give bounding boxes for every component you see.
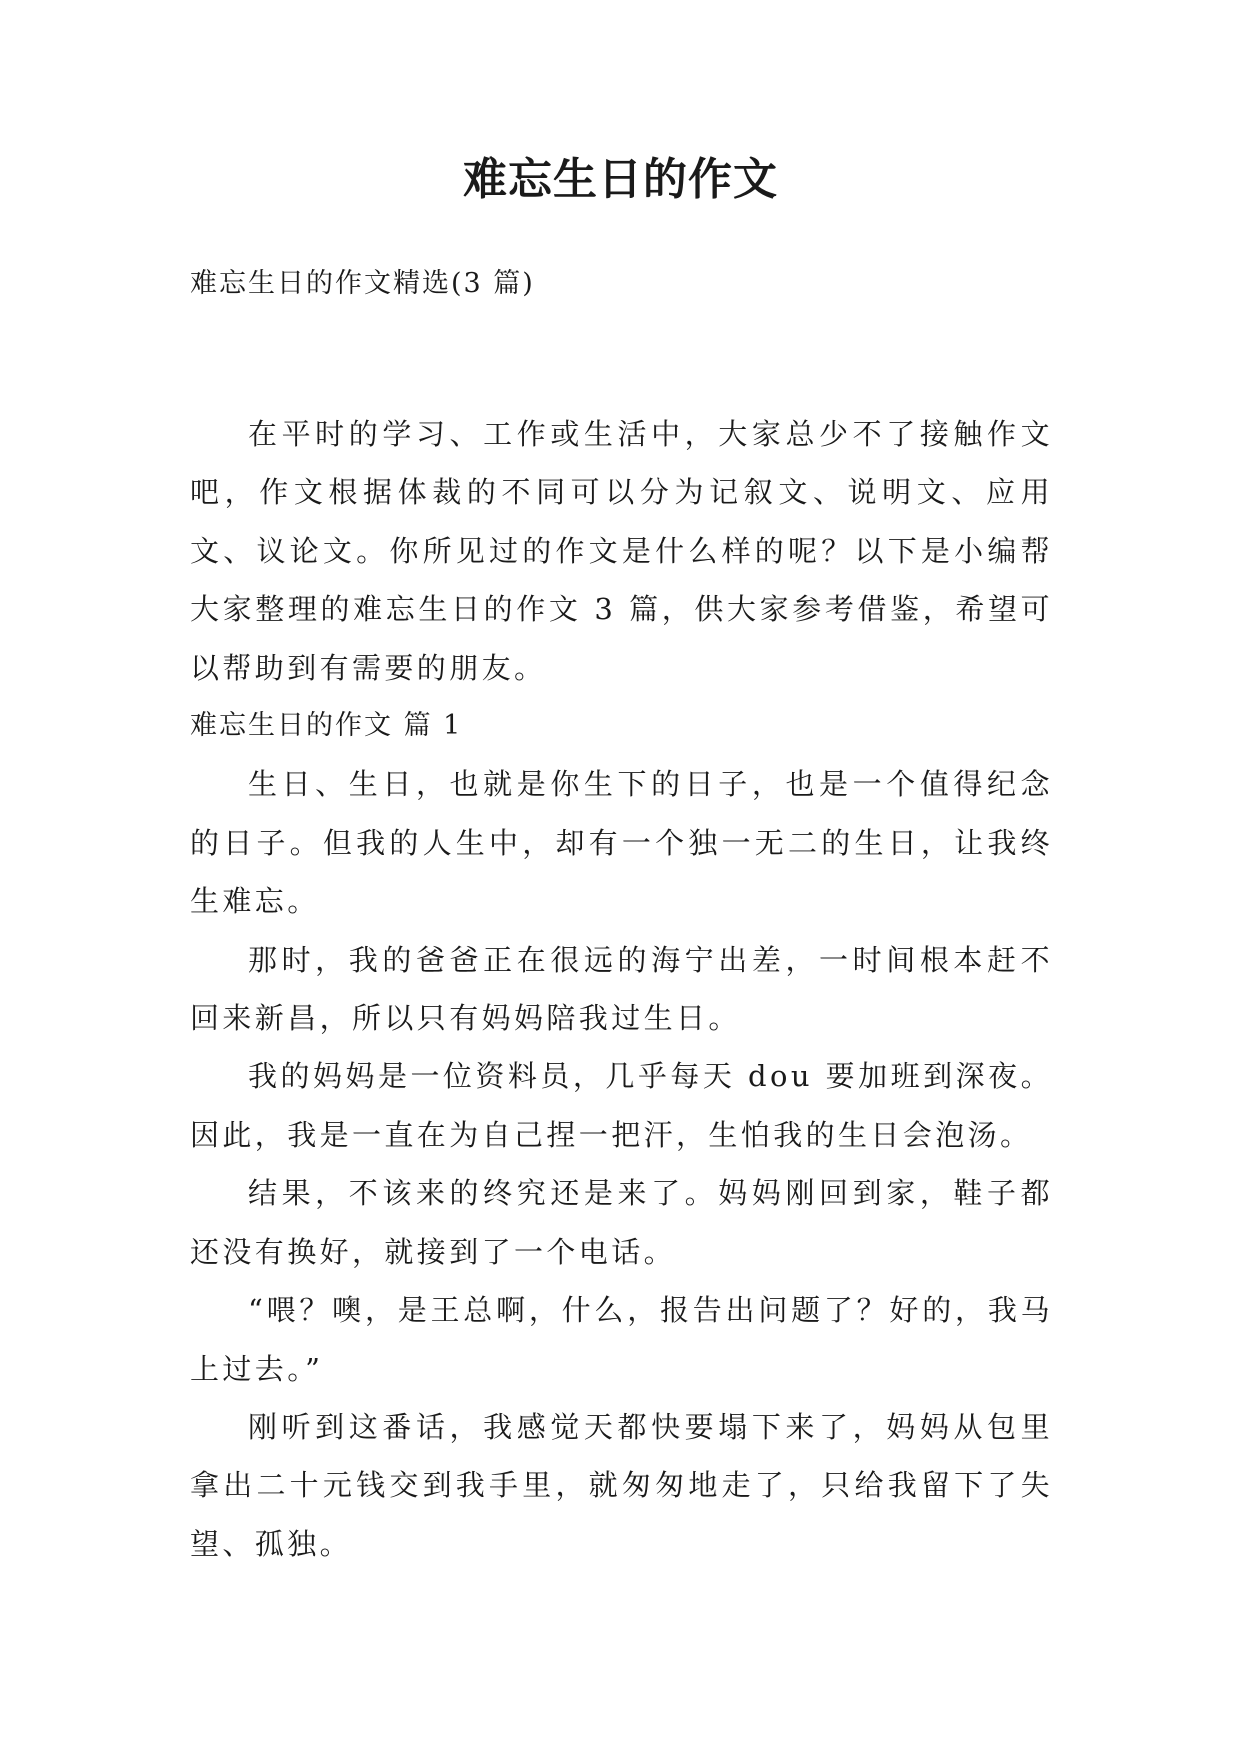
body-paragraph: 那时，我的爸爸正在很远的海宁出差，一时间根本赶不回来新昌，所以只有妈妈陪我过生日。 bbox=[190, 942, 1053, 1036]
body-paragraph: “喂？噢，是王总啊，什么，报告出问题了？好的，我马上过去。” bbox=[190, 1293, 1053, 1386]
document-title: 难忘生日的作文 bbox=[463, 154, 778, 205]
document-body bbox=[190, 405, 1053, 1573]
body-paragraph: 我的妈妈是一位资料员，几乎每天 dou 要加班到深夜。因此，我是一直在为自己捏一把汗，生怕我的生日会泡汤。 bbox=[190, 1059, 1053, 1152]
body-paragraph: 结果，不该来的终究还是来了。妈妈刚回到家，鞋子都还没有换好，就接到了一个电话。 bbox=[190, 1176, 1053, 1269]
body-paragraph: 刚听到这番话，我感觉天都快要塌下来了，妈妈从包里拿出二十元钱交到我手里，就匆匆地走了，只给我留下了失望、孤独。 bbox=[190, 1409, 1053, 1561]
intro-paragraph: 在平时的学习、工作或生活中，大家总少不了接触作文吧，作文根据体裁的不同可以分为记叙文、说明文、应用文、议论文。你所见过的作文是什么样的呢？以下是小编帮大家整理的难忘生日的作文 3 篇，供大家参考借鉴，希望可以帮助到有需要的朋友。 bbox=[190, 417, 1053, 685]
section-heading: 难忘生日的作文 篇 1 bbox=[190, 710, 463, 742]
body-paragraph: 生日、生日，也就是你生下的日子，也是一个值得纪念的日子。但我的人生中，却有一个独一无二的生日，让我终生难忘。 bbox=[190, 767, 1053, 919]
document-subtitle: 难忘生日的作文精选(3 篇) bbox=[190, 268, 535, 299]
